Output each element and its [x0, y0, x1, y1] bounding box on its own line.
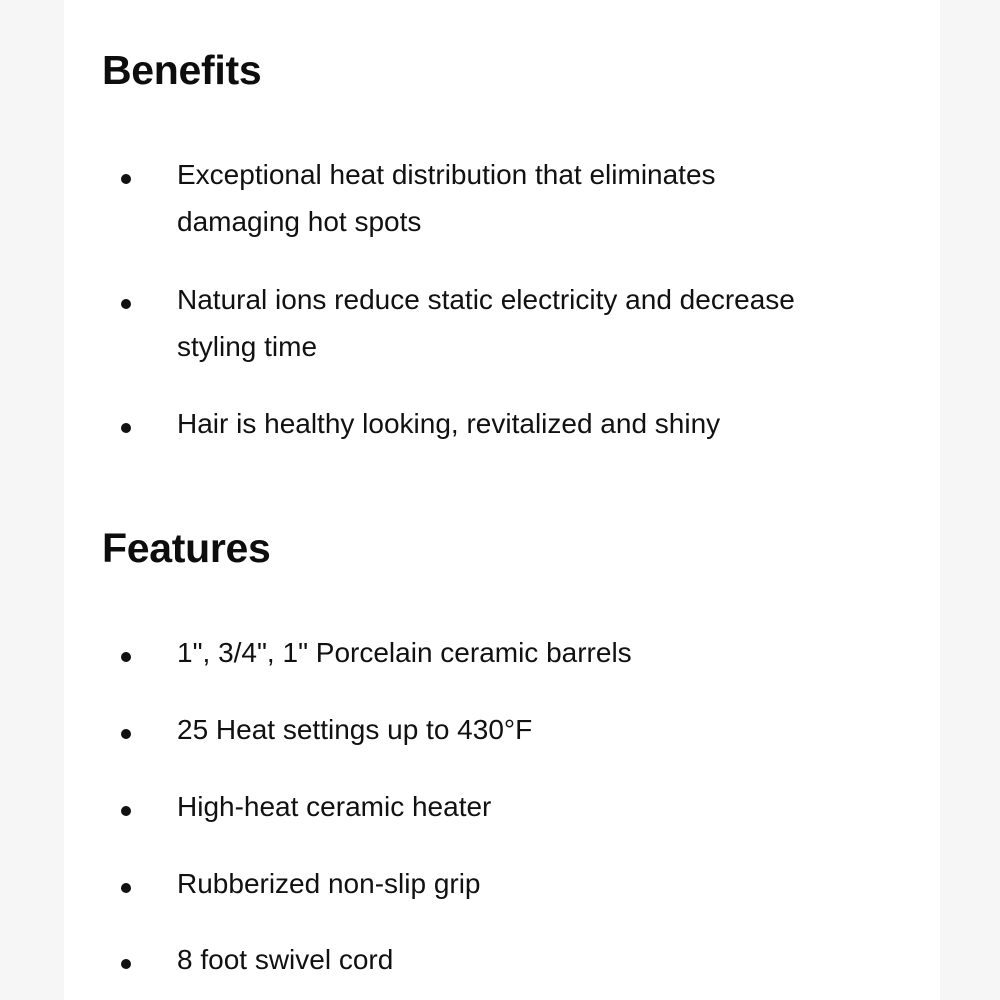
feature-text: High-heat ceramic heater [177, 791, 492, 822]
feature-text: 25 Heat settings up to 430°F [177, 714, 533, 745]
bullet-icon [121, 299, 131, 309]
bullet-icon [121, 883, 131, 893]
feature-item-3 [112, 792, 892, 830]
benefit-item-1 [112, 160, 892, 245]
content-panel [64, 0, 940, 1000]
bullet-icon [121, 729, 131, 739]
benefit-text: Hair is healthy looking, revitalized and shiny [177, 408, 721, 439]
feature-item-1 [112, 638, 892, 676]
bullet-icon [121, 959, 131, 969]
benefit-item-3 [112, 409, 892, 447]
feature-item-2 [112, 715, 892, 753]
benefit-text: Exceptional heat distribution that eliminates damaging hot spots [177, 159, 716, 237]
benefit-text: Natural ions reduce static electricity and decrease styling time [177, 284, 795, 362]
feature-text: 8 foot swivel cord [177, 944, 394, 975]
bullet-icon [121, 174, 131, 184]
bullet-icon [121, 806, 131, 816]
feature-text: Rubberized non-slip grip [177, 868, 481, 899]
benefits-heading: Benefits [102, 47, 262, 93]
benefit-item-2 [112, 285, 892, 370]
bullet-icon [121, 423, 131, 433]
bullet-icon [121, 652, 131, 662]
features-heading: Features [102, 525, 271, 571]
feature-item-5 [112, 945, 892, 983]
feature-text: 1", 3/4", 1" Porcelain ceramic barrels [177, 637, 632, 668]
feature-item-4 [112, 869, 892, 907]
